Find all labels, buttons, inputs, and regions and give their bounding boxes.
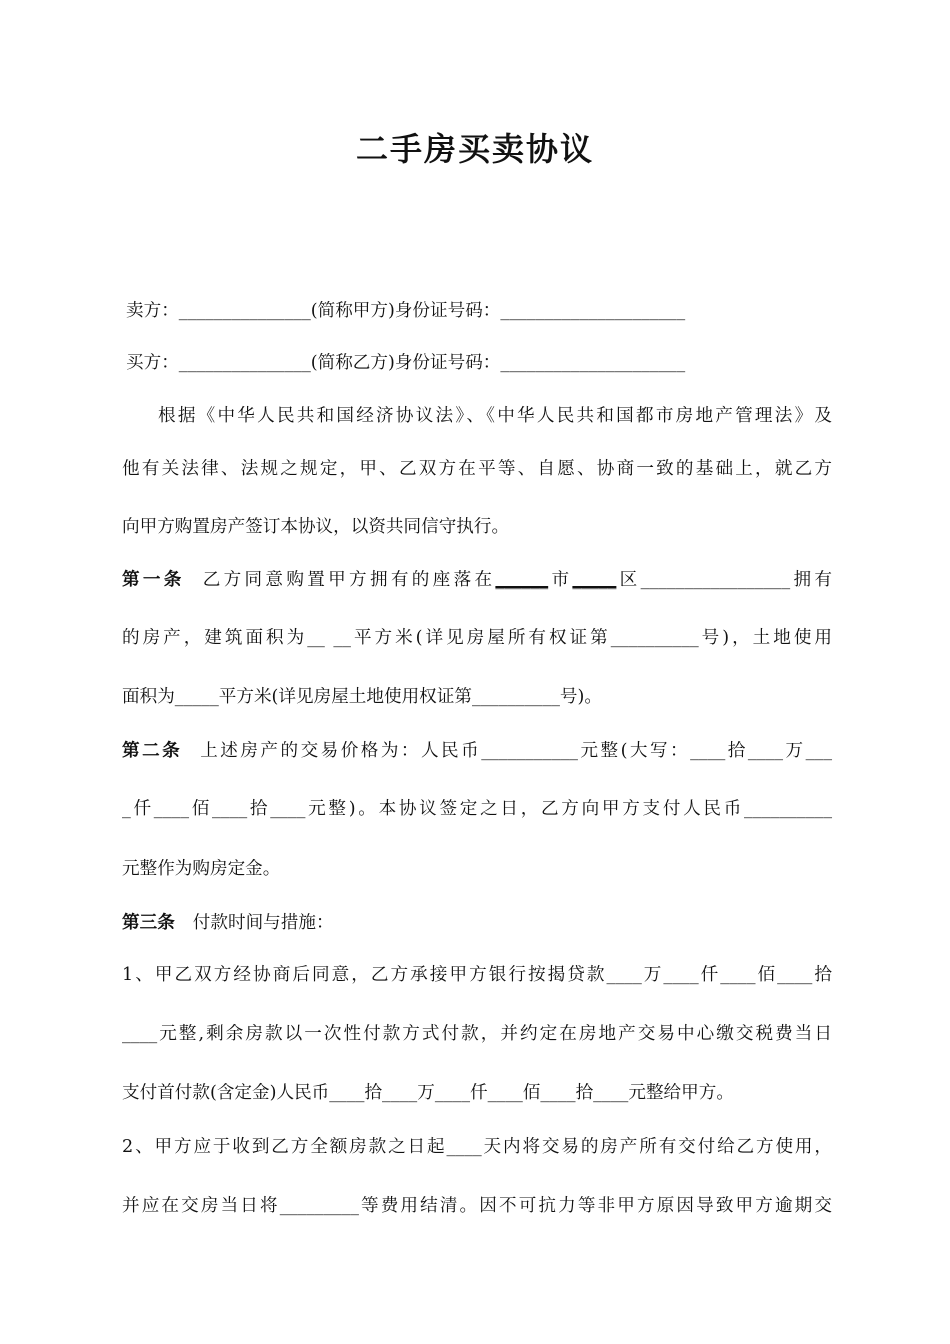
preamble-line-3: 向甲方购置房产签订本协议，以资共同信守执行。 (122, 517, 510, 537)
article-1-text-b: 市 (548, 570, 573, 590)
article-2-text-1: 上述房产的交易价格为：人民币___________元整(大写：____拾____万___ (200, 741, 832, 761)
article-3-item-2-line-2: 并应在交房当日将_________等费用结清。因不可抗力等非甲方原因导致甲方逾期交 (122, 1196, 832, 1216)
article-2-line-1 (122, 737, 832, 765)
article-3-title: 付款时间与措施： (192, 913, 334, 933)
article-1-line-1 (122, 566, 832, 594)
article-3-item-1-line-1: 1、甲乙双方经协商后同意，乙方承接甲方银行按揭贷款____万____仟____佰____拾 (122, 965, 832, 985)
article-2-line-2: _仟____佰____拾____元整)。本协议签定之日，乙方向甲方支付人民币__________ (122, 799, 832, 819)
article-3-line-1 (122, 909, 832, 937)
article-3-item-1-line-2: ____元整,剩余房款以一次性付款方式付款，并约定在房地产交易中心缴交税费当日 (122, 1024, 832, 1044)
article-2-line-3: 元整作为购房定金。 (122, 859, 281, 879)
article-2-heading: 第二条 (122, 740, 183, 761)
article-1-line-2: 的房产，建筑面积为__ __平方米(详见房屋所有权证第__________号)，土地使用 (122, 628, 832, 648)
district-blank: _____ (572, 570, 617, 590)
article-3-item-1-line-3: 支付首付款(含定金)人民币____拾____万____仟____佰____拾____元整给甲方。 (122, 1083, 734, 1103)
article-1-text-a: 乙方同意购置甲方拥有的座落在 (202, 570, 496, 590)
city-blank: ______ (495, 570, 549, 590)
article-1-line-3: 面积为_____平方米(详见房屋土地使用权证第__________号)。 (122, 687, 602, 707)
article-1-text-c: 区_________________拥有 (616, 570, 832, 590)
buyer-line: 买方：_______________(简称乙方)身份证号码：_____________________ (126, 353, 686, 373)
seller-line: 卖方：_______________(简称甲方)身份证号码：_____________________ (126, 301, 686, 321)
preamble-line-1: 根据《中华人民共和国经济协议法》、《中华人民共和国都市房地产管理法》及 (158, 406, 832, 426)
article-1-heading: 第一条 (122, 569, 185, 590)
document-title: 二手房买卖协议 (355, 130, 594, 168)
article-3-item-2-line-1: 2、甲方应于收到乙方全额房款之日起____天内将交易的房产所有交付给乙方使用， (122, 1137, 832, 1157)
article-3-heading: 第三条 (122, 912, 175, 933)
preamble-line-2: 他有关法律、法规之规定，甲、乙双方在平等、自愿、协商一致的基础上，就乙方 (122, 459, 832, 479)
